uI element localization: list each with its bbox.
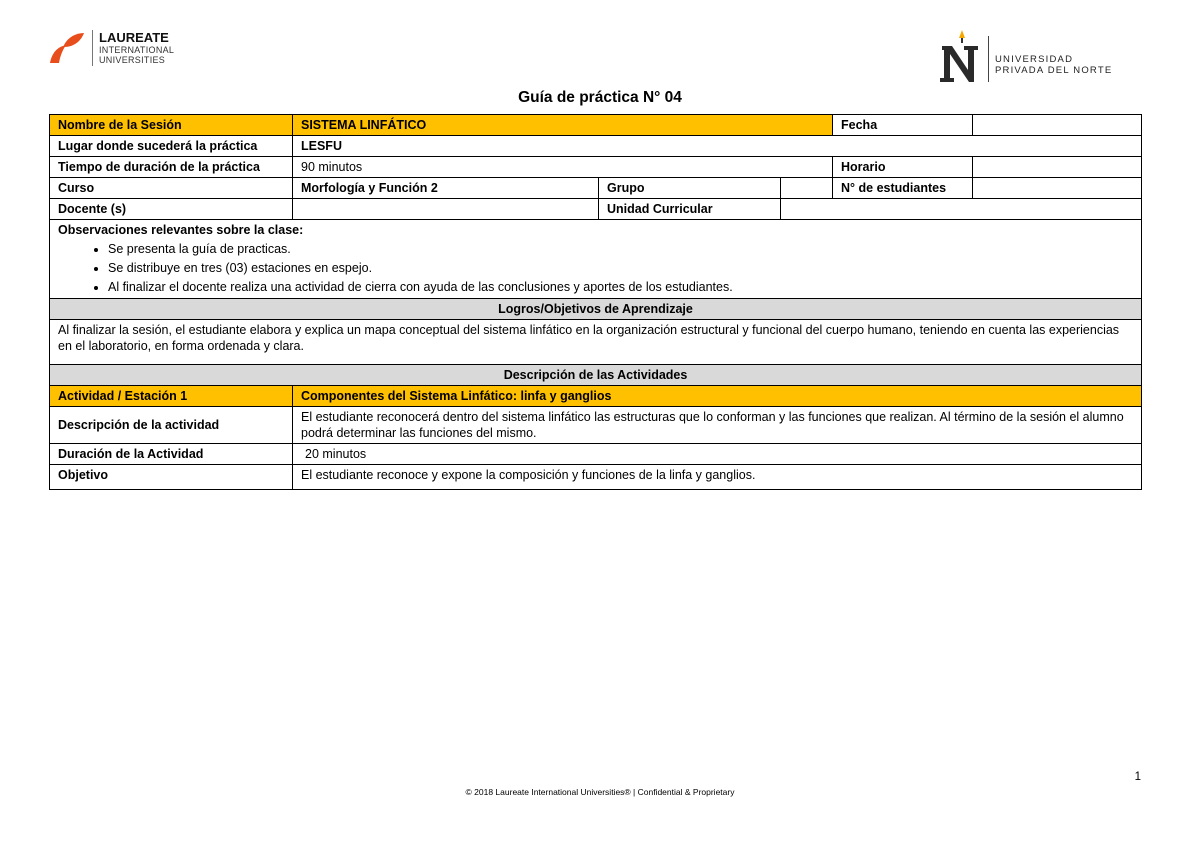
course-label: Curso [50,178,293,199]
list-item: • Se distribuye en tres (03) estaciones en espejo. [108,259,1133,278]
place-row [50,136,1142,157]
laureate-leaf-icon [48,31,86,65]
unit-label: Unidad Curricular [599,199,781,220]
activity-duration-label: Duración de la Actividad [50,444,293,465]
logo-line-1: LAUREATE [99,30,169,45]
logo-line-3: UNIVERSITIES [99,55,166,65]
goals-text: Al finalizar la sesión, el estudiante elabora y explica un mapa conceptual del sistema linfático en la organización estructural y funcional del cuerpo humano, teniendo en cuenta las experiencias en el laboratorio, en forma ordenada y clara. [50,320,1142,365]
activity-duration-value: 20 minutos [293,444,1142,465]
duration-label: Tiempo de duración de la práctica [50,157,293,178]
logo-divider [988,36,989,82]
objective-label: Objetivo [50,465,293,490]
footer-text: © 2018 Laureate International Universities® | Confidential & Proprietary [465,787,735,797]
duration-value: 90 minutos [293,157,833,178]
date-label: Fecha [833,115,973,136]
page-number: 1 [1134,771,1141,783]
activities-header-row [50,365,1142,386]
laureate-logo [48,30,174,66]
activities-header: Descripción de las Actividades [50,365,1142,386]
station-row [50,386,1142,407]
station-label: Actividad / Estación 1 [50,386,293,407]
logo-divider [92,30,93,66]
place-value: LESFU [293,136,1142,157]
practice-guide-table [49,114,1142,490]
students-label: N° de estudiantes [833,178,973,199]
observations-list [58,240,1133,297]
students-value[interactable] [973,178,1142,199]
description-row [50,407,1142,444]
observations-label: Observaciones relevantes sobre la clase: [58,223,304,237]
schedule-label: Horario [833,157,973,178]
objective-row [50,465,1142,490]
teacher-value[interactable] [293,199,599,220]
upn-n-icon [938,28,982,89]
session-name-row [50,115,1142,136]
list-item: • Al finalizar el docente realiza una actividad de cierra con ayuda de las conclusiones y aportes de los estudiantes. [108,278,1133,297]
station-value: Componentes del Sistema Linfático: linfa y ganglios [293,386,1142,407]
teacher-row [50,199,1142,220]
logo-line-2: INTERNATIONAL [99,45,175,55]
upn-logo [938,28,1112,89]
schedule-value[interactable] [973,157,1142,178]
course-value: Morfología y Función 2 [293,178,599,199]
activity-duration-row [50,444,1142,465]
goals-header: Logros/Objetivos de Aprendizaje [50,299,1142,320]
session-name-label: Nombre de la Sesión [50,115,293,136]
duration-row [50,157,1142,178]
observations-row [50,220,1142,299]
date-value[interactable] [973,115,1142,136]
document-title: Guía de práctica N° 04 [518,89,682,106]
group-label: Grupo [599,178,781,199]
unit-value[interactable] [781,199,1142,220]
objective-value: El estudiante reconoce y expone la composición y funciones de la linfa y ganglios. [293,465,1142,490]
list-item: • Se presenta la guía de practicas. [108,240,1133,259]
university-line-2: PRIVADA DEL NORTE [995,64,1113,76]
group-value[interactable] [781,178,833,199]
description-value: El estudiante reconocerá dentro del sistema linfático las estructuras que lo conforman y las funciones que realizan. Al término de la sesión el alumno podrá determinar las funciones del mismo. [293,407,1142,444]
place-label: Lugar donde sucederá la práctica [50,136,293,157]
teacher-label: Docente (s) [50,199,293,220]
description-label: Descripción de la actividad [50,407,293,444]
university-line-1: UNIVERSIDAD [995,53,1074,65]
course-row [50,178,1142,199]
goals-header-row [50,299,1142,320]
goals-text-row [50,320,1142,365]
session-name-value: SISTEMA LINFÁTICO [293,115,833,136]
